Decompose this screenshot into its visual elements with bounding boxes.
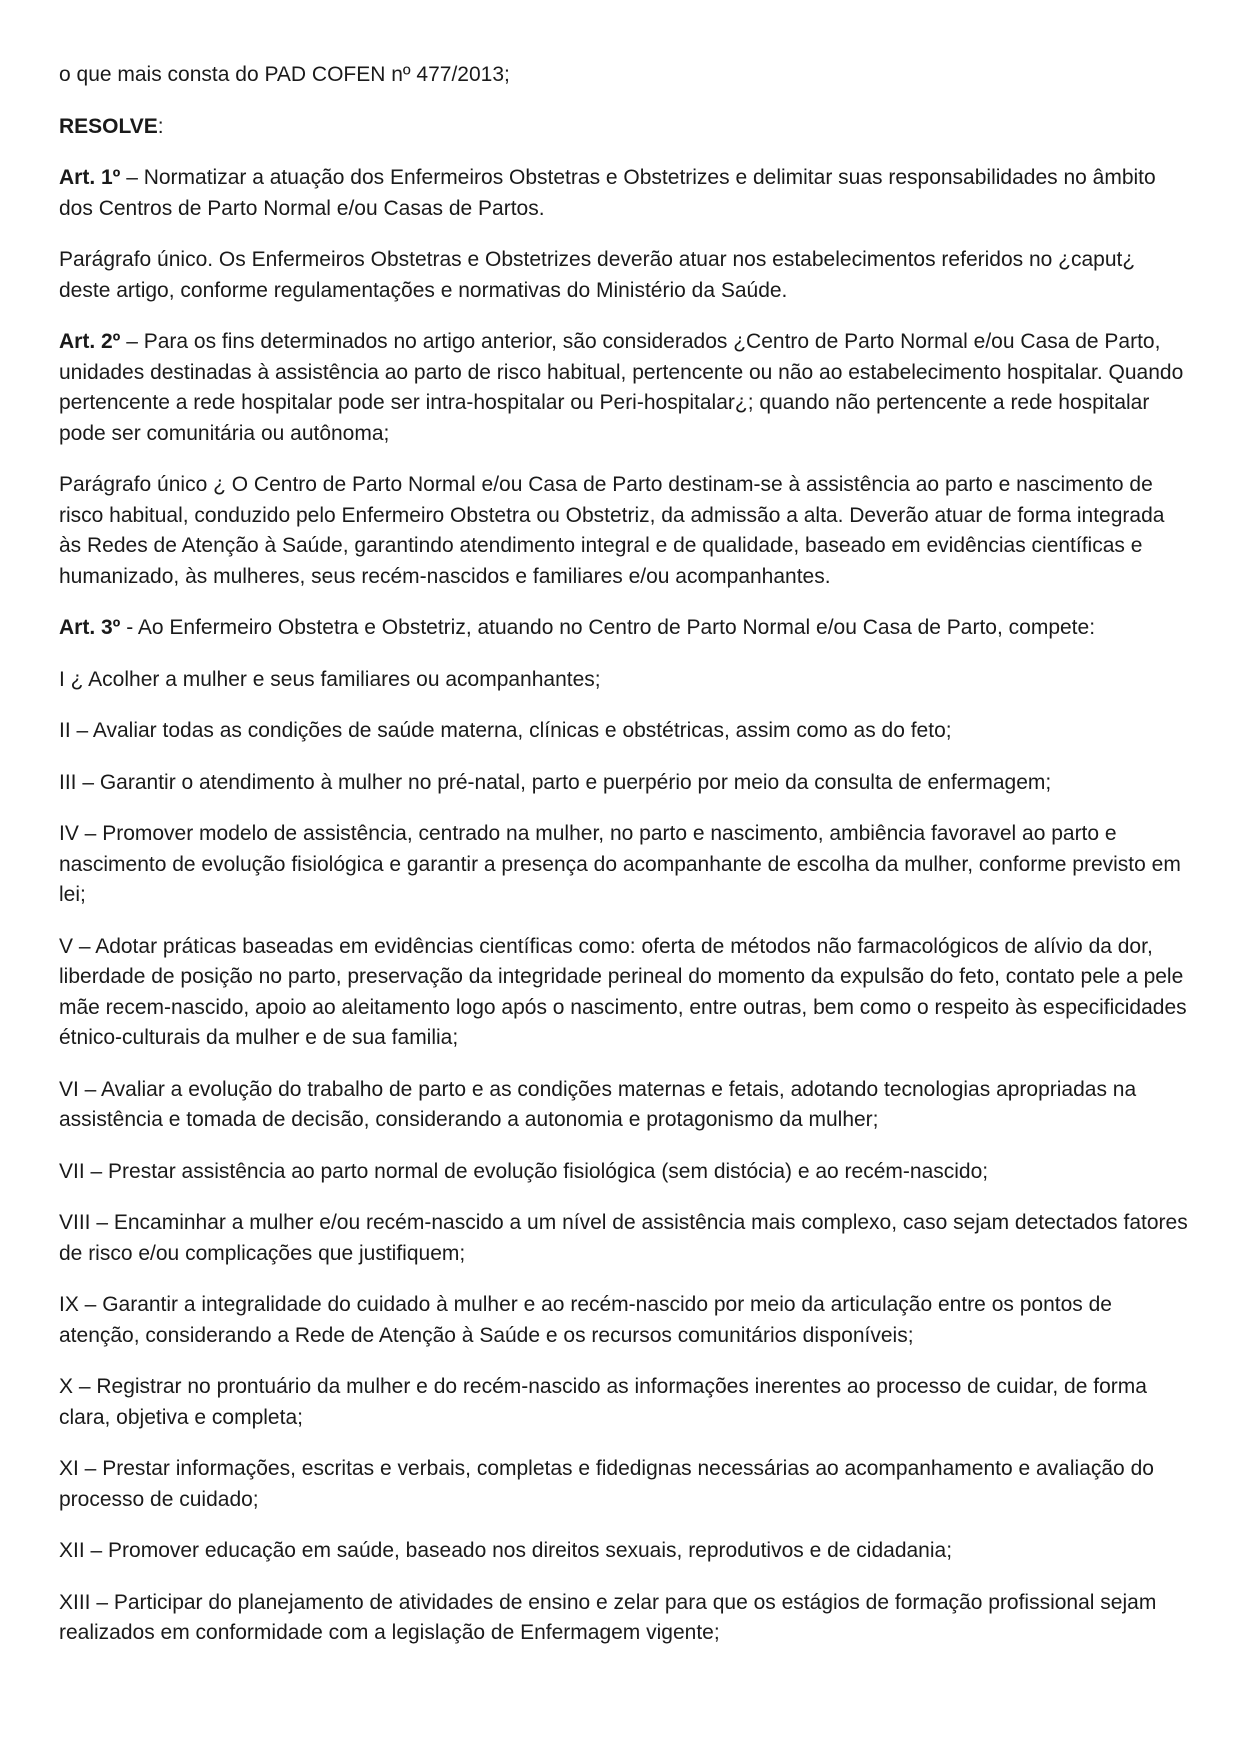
article-3-item-ii: II – Avaliar todas as condições de saúde materna, clínicas e obstétricas, assim como as do feto; bbox=[59, 719, 952, 742]
article-1-text: – Normatizar a atuação dos Enfermeiros Obstetras e Obstetrizes e delimitar suas responsabilidades no âmbito dos Centros de Parto Normal e/ou Casas de Partos. bbox=[59, 166, 1156, 220]
article-3-item-xiii: XIII – Participar do planejamento de atividades de ensino e zelar para que os estágios de formação profissional sejam realizados em conformidade com a legislação de Enfermagem vigente; bbox=[59, 1590, 1157, 1644]
article-2-label: Art. 2º bbox=[59, 330, 121, 353]
article-3-text: - Ao Enfermeiro Obstetra e Obstetriz, atuando no Centro de Parto Normal e/ou Casa de Parto, compete: bbox=[120, 616, 1096, 639]
article-3-item-x: X – Registrar no prontuário da mulher e do recém-nascido as informações inerentes ao processo de cuidar, de forma clara, objetiva e completa; bbox=[59, 1375, 1147, 1429]
article-3-item-vii: VII – Prestar assistência ao parto normal de evolução fisiológica (sem distócia) e ao recém-nascido; bbox=[59, 1159, 989, 1183]
article-1 bbox=[59, 163, 1189, 224]
article-3 bbox=[59, 613, 1189, 644]
document-page bbox=[59, 60, 1189, 1670]
article-3-item-iii: III – Garantir o atendimento à mulher no pré-natal, parto e puerpério por meio da consulta de enfermagem; bbox=[59, 770, 1052, 794]
article-3-item-viii: VIII – Encaminhar a mulher e/ou recém-nascido a um nível de assistência mais complexo, caso sejam detectados fatores de risco e/ou complicações que justifiquem; bbox=[59, 1211, 1188, 1265]
article-3-item-i: I ¿ Acolher a mulher e seus familiares ou acompanhantes; bbox=[59, 667, 601, 691]
article-3-item-xii: XII – Promover educação em saúde, baseado nos direitos sexuais, reprodutivos e de cidadania; bbox=[59, 1539, 953, 1562]
resolve-suffix: : bbox=[157, 114, 164, 138]
resolve-heading bbox=[59, 112, 1189, 143]
article-2-text: – Para os fins determinados no artigo anterior, são considerados ¿Centro de Parto Normal e/ou Casa de Parto, unidades destinadas à assistência ao parto de risco habitual, pertencente ou não ao estabelecimento hospitalar. Quando pertencente a rede hospitalar pode ser intra-hospitalar ou Peri-hospitalar¿; quando não pertencente a rede hospitalar pode ser comunitária ou autônoma; bbox=[59, 330, 1184, 445]
article-3-item-ix: IX – Garantir a integralidade do cuidado à mulher e ao recém-nascido por meio da articulação entre os pontos de atenção, considerando a Rede de Atenção à Saúde e os recursos comunitários disponíveis; bbox=[59, 1293, 1112, 1347]
article-2-paragrafo-unico: Parágrafo único ¿ O Centro de Parto Normal e/ou Casa de Parto destinam-se à assistência ao parto e nascimento de risco habitual, conduzido pelo Enfermeiro Obstetra ou Obstetriz, da admissão a alta. Deverão atuar de forma integrada às Redes de Atenção à Saúde, garantindo atendimento integral e de qualidade, baseado em evidências científicas e humanizado, às mulheres, seus recém-nascidos e familiares e/ou acompanhantes. bbox=[59, 473, 1165, 588]
article-3-label: Art. 3º bbox=[59, 616, 121, 639]
article-3-item-v: V – Adotar práticas baseadas em evidências científicas como: oferta de métodos não farmacológicos de alívio da dor, liberdade de posição no parto, preservação da integridade perineal do momento da expulsão do feto, contato pele a pele mãe recem-nascido, apoio ao aleitamento logo após o nascimento, entre outras, bem como o respeito às especificidades étnico-culturais da mulher e de sua familia; bbox=[59, 934, 1187, 1049]
article-3-item-vi: VI – Avaliar a evolução do trabalho de parto e as condições maternas e fetais, adotando tecnologias apropriadas na assistência e tomada de decisão, considerando a autonomia e protagonismo da mulher; bbox=[59, 1077, 1137, 1131]
article-3-item-iv: IV – Promover modelo de assistência, centrado na mulher, no parto e nascimento, ambiência favoravel ao parto e nascimento de evolução fisiológica e garantir a presença do acompanhante de escolha da mulher, conforme previsto em lei; bbox=[59, 822, 1181, 906]
article-3-item-xi: XI – Prestar informações, escritas e verbais, completas e fidedignas necessárias ao acompanhamento e avaliação do processo de cuidado; bbox=[59, 1457, 1154, 1511]
article-1-paragrafo-unico: Parágrafo único. Os Enfermeiros Obstetras e Obstetrizes deverão atuar nos estabelecimentos referidos no ¿caput¿ deste artigo, conforme regulamentações e normativas do Ministério da Saúde. bbox=[59, 248, 1136, 302]
article-1-label: Art. 1º bbox=[59, 166, 121, 189]
intro-paragraph: o que mais consta do PAD COFEN nº 477/2013; bbox=[59, 63, 510, 86]
article-2 bbox=[59, 327, 1189, 449]
resolve-label: RESOLVE bbox=[59, 114, 158, 138]
